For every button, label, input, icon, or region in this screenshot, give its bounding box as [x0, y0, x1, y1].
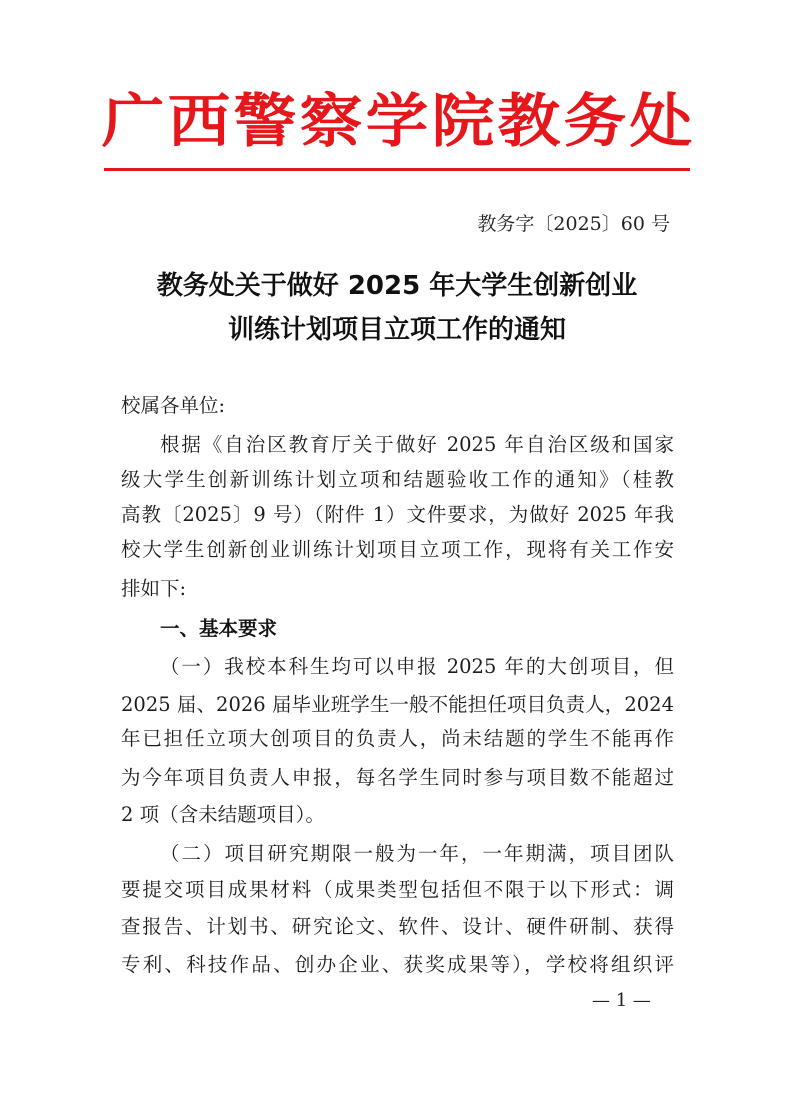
paragraph-line: 2025 届、2026 届毕业班学生一般不能担任项目负责人，2024 — [121, 693, 674, 716]
document-number: 教务字〔2025〕60 号 — [477, 213, 670, 235]
paragraph-line: （一）我校本科生均可以申报 2025 年的大创项目，但 — [160, 655, 674, 678]
masthead-title — [101, 86, 693, 156]
salutation: 校属各单位: — [121, 394, 226, 417]
masthead-char: 院 — [431, 87, 495, 155]
paragraph-line: 级大学生创新训练计划立项和结题验收工作的通知》（桂教 — [121, 468, 674, 491]
paragraph-line: 要提交项目成果材料（成果类型包括但不限于以下形式：调 — [121, 878, 674, 901]
paragraph-line: 根据《自治区教育厅关于做好 2025 年自治区级和国家 — [160, 433, 674, 456]
document-title-line-1: 教务处关于做好 2025 年大学生创新创业 — [156, 271, 638, 301]
masthead-char: 教 — [497, 87, 561, 155]
paragraph-line: 查报告、计划书、研究论文、软件、设计、硬件研制、获得 — [121, 915, 674, 938]
paragraph-line: （二）项目研究期限一般为一年，一年期满，项目团队 — [160, 842, 674, 865]
masthead-char: 西 — [167, 87, 231, 155]
masthead-char: 警 — [233, 87, 297, 155]
document-title-line-2: 训练计划项目立项工作的通知 — [227, 315, 566, 345]
masthead-char: 务 — [563, 87, 627, 155]
masthead-char: 处 — [629, 87, 693, 155]
masthead-divider — [104, 168, 690, 171]
paragraph-line: 高教〔2025〕9 号）（附件 1）文件要求，为做好 2025 年我 — [121, 503, 674, 526]
paragraph-line: 为今年项目负责人申报，每名学生同时参与项目数不能超过 — [121, 766, 674, 789]
paragraph-line: 2 项（含未结题项目）。 — [121, 803, 325, 826]
paragraph-line: 校大学生创新创业训练计划项目立项工作，现将有关工作安 — [121, 538, 674, 561]
masthead-char: 广 — [101, 87, 165, 155]
masthead-char: 察 — [299, 87, 363, 155]
masthead-char: 学 — [365, 87, 429, 155]
section-heading: 一、基本要求 — [160, 617, 278, 640]
paragraph-line: 排如下: — [121, 577, 187, 600]
paragraph-line: 年已担任立项大创项目的负责人，尚未结题的学生不能再作 — [121, 727, 674, 750]
page-number: — 1 — — [592, 990, 651, 1011]
paragraph-line: 专利、科技作品、创办企业、获奖成果等），学校将组织评 — [121, 953, 674, 976]
